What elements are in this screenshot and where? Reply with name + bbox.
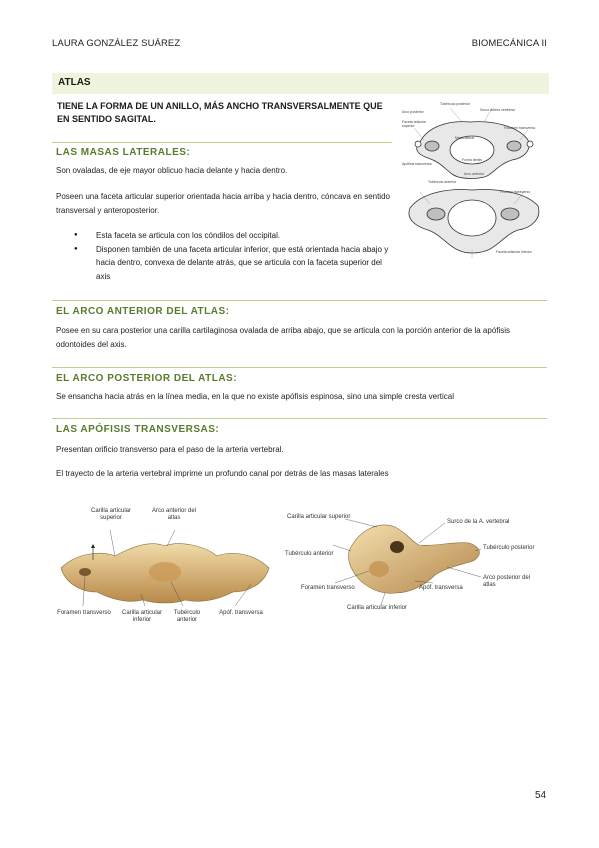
lbl-foramen-transverso-2: Foramen transverso: [301, 585, 355, 591]
page-title: ATLAS: [58, 77, 91, 88]
lbl-foramen-transverso: Foramen transverso: [57, 610, 111, 616]
lbl-tuberculo-anterior-2: Tubérculo anterior: [285, 551, 334, 557]
rule-arco-posterior: [52, 367, 547, 368]
rule-apofisis: [52, 418, 547, 419]
rule-masas: [52, 142, 392, 143]
lbl-arco-anterior-atlas: Arco anterior del atlas: [151, 508, 197, 521]
atlas-anterior-view-figure: [55, 500, 275, 635]
lbl-arco-anterior: Arco anterior: [464, 172, 485, 176]
lbl-tuberculo-anterior: Tubérculo anterior: [173, 610, 201, 623]
lbl-carilla-articular-inferior: Carilla articular inferior: [121, 610, 162, 623]
apofisis-p2: El trayecto de la arteria vertebral imprime un profundo canal por detrás de las masas laterales: [56, 469, 389, 478]
lbl-apof-transversa-2: Apóf. transversa: [419, 585, 463, 591]
page-number: 54: [535, 790, 547, 801]
lbl-tuberculo-anterior: Tubérculo anterior: [428, 180, 457, 184]
list-item: ● Esta faceta se articula con los cóndilos del occipital.: [74, 229, 390, 243]
list-item: ● Disponen también de una faceta articular inferior, que está orientada hacia abajo y hacia dentro, convexa de delante atrás, que se articula con la faceta superior del axis: [74, 243, 390, 284]
atlas-superior-inferior-figure: [400, 100, 548, 262]
heading-apofisis: LAS APÓFISIS TRANSVERSAS:: [56, 424, 220, 435]
lbl-arco-posterior-atlas: Arco posterior del atlas: [483, 575, 531, 588]
title-band: [52, 73, 549, 94]
header-author: LAURA GONZÁLEZ SUÁREZ: [52, 38, 181, 49]
lbl-carilla-articular-superior: Carilla articular superior: [90, 508, 131, 521]
masas-p2: Poseen una faceta articular superior orientada hacia arriba y hacia dentro, cóncava en sentido transversal y anteroposterior.: [56, 192, 390, 215]
arco-anterior-p1: Posee en su cara posterior una carilla cartilaginosa ovalada de arriba abajo, que se articula con la porción anterior de la apófisis odontoides del axis.: [56, 326, 511, 349]
heading-arco-anterior: EL ARCO ANTERIOR DEL ATLAS:: [56, 306, 230, 317]
lbl-arco-posterior: Arco posterior: [402, 110, 424, 114]
lbl-tuberculo-posterior: Tubérculo posterior: [440, 102, 471, 106]
lbl-tuberculo-posterior: Tubérculo posterior: [483, 545, 535, 551]
vertebral-foramen-bottom: [448, 200, 496, 236]
lbl-faceta-inf: Faceta articular inferior: [496, 250, 532, 254]
header-subject: BIOMECÁNICA II: [471, 38, 547, 49]
lbl-apofisis-transversa: Apófisis transversa: [402, 162, 432, 166]
lbl-fovea-dentis: Fovea dentis: [462, 158, 483, 162]
atlas-lateral-shape: [348, 525, 479, 593]
lbl-surco-arteria-vertebral: Surco de la A. vertebral: [447, 519, 510, 525]
lbl-foramen-transverso: Foramen transverso: [504, 126, 536, 130]
heading-masas-laterales: LAS MASAS LATERALES:: [56, 147, 191, 158]
lbl-apof-transversa: Apóf. transversa: [219, 610, 263, 616]
masas-bullet-list: [74, 229, 390, 283]
lbl-faceta-sup: Faceta articular superior: [402, 120, 427, 128]
lbl-carilla-articular-inferior-2: Carilla articular inferior: [347, 605, 408, 611]
arco-posterior-p1: Se ensancha hacia atrás en la línea media, en la que no existe apófisis espinosa, sino una simple cresta vertical: [56, 392, 455, 401]
lbl-carilla-articular-superior-2: Carilla articular superior: [287, 514, 351, 520]
heading-arco-posterior: EL ARCO POSTERIOR DEL ATLAS:: [56, 373, 238, 384]
masas-p1: Son ovaladas, de eje mayor oblicuo hacia delante y hacia dentro.: [56, 166, 288, 175]
intro-text: TIENE LA FORMA DE UN ANILLO, MÁS ANCHO TRANSVERSALMENTE QUE EN SENTIDO SAGITAL.: [57, 101, 383, 124]
lbl-masa-lateral: Masa lateral: [455, 136, 475, 140]
lbl-proceso-transverso: Proceso transverso: [500, 190, 531, 194]
rule-arco-anterior: [52, 300, 547, 301]
lbl-surco-arteria: Surco arteria vertebral: [480, 108, 515, 112]
apofisis-p1: Presentan orificio transverso para el paso de la arteria vertebral.: [56, 445, 284, 454]
atlas-lateral-view-figure: [285, 505, 545, 620]
